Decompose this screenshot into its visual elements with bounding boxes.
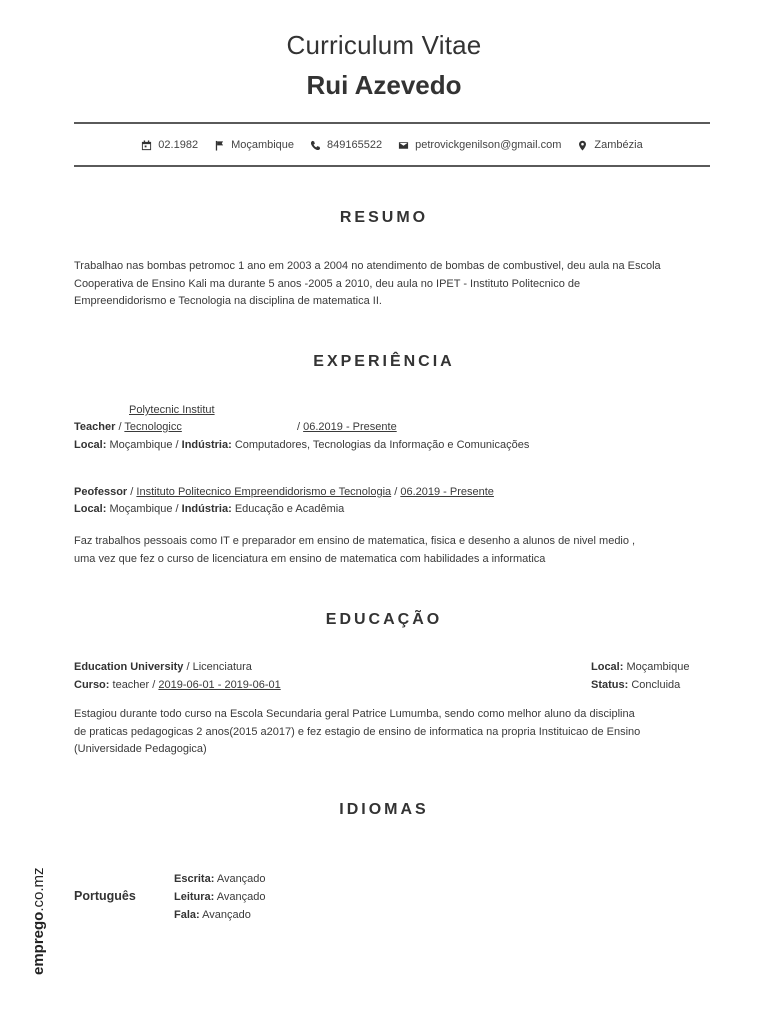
summary-line: Empreendidorismo e Tecnologia na disciplina de matematica II. — [74, 295, 382, 307]
calendar-icon — [141, 140, 152, 151]
education-course-line: Curso: teacher / 2019-06-01 - 2019-06-01 — [74, 679, 281, 691]
job2-industry: Educação e Acadêmia — [234, 503, 345, 515]
flag-icon — [214, 140, 225, 151]
header-bottom-divider — [74, 165, 710, 167]
education-status-line: Status: Concluida — [591, 679, 681, 691]
education-description-line: Estagiou durante todo curso na Escola Secundaria geral Patrice Lumumba, sendo como melhor aluno da disciplina — [74, 708, 635, 720]
email-address[interactable]: petrovickgenilson@gmail.com — [415, 139, 562, 151]
language-reading-line: Leitura: Avançado — [174, 891, 266, 903]
summary-text — [74, 258, 734, 311]
job1-company-link[interactable]: Tecnologicc — [124, 421, 182, 433]
country: Moçambique — [231, 139, 295, 151]
language-name: Português — [74, 889, 136, 903]
job1-role: Teacher — [74, 421, 116, 433]
job1-title-line: Teacher / Tecnologicc — [74, 421, 182, 433]
education-heading: EDUCAÇÃO — [325, 611, 443, 628]
country-item — [214, 139, 294, 151]
watermark-bold: emprego — [30, 911, 47, 975]
summary-line: Cooperativa de Ensino Kali ma durante 5 anos -2005 a 2010, deu aula no IPET - Instituto Politecnico de — [74, 277, 581, 290]
location-pin-icon — [577, 140, 588, 151]
education-status: Concluida — [631, 679, 681, 691]
phone-number: 849165522 — [327, 139, 383, 151]
header-top-divider — [74, 122, 710, 124]
watermark-domain: .co.mz — [30, 867, 47, 912]
emprego-watermark-logo — [30, 867, 47, 975]
job1-period-line: / 06.2019 - Presente — [297, 421, 397, 433]
education-description-line: de praticas pedagogicas 2 anos(2015 a2017) e fez estagio de ensino de informatica na propria Instituicao de Ensino — [74, 725, 641, 738]
job2-company-link[interactable]: Instituto Politecnico Empreendidorismo e Tecnologia — [136, 486, 392, 498]
language-writing-line: Escrita: Avançado — [174, 873, 266, 885]
languages-heading: IDIOMAS — [339, 801, 429, 818]
phone-icon — [310, 140, 321, 151]
location-item — [577, 139, 642, 151]
education-period-link[interactable]: 2019-06-01 - 2019-06-01 — [158, 679, 281, 691]
education-local: Moçambique — [626, 661, 690, 673]
job2-title-line: Peofessor / Instituto Politecnico Empreendidorismo e Tecnologia / 06.2019 - Presente — [74, 486, 494, 498]
language-writing-level: Avançado — [216, 873, 266, 885]
birth-date: 02.1982 — [158, 139, 199, 151]
education-description — [74, 706, 734, 759]
language-speaking-line: Fala: Avançado — [174, 909, 251, 921]
education-degree: Licenciatura — [192, 661, 252, 673]
contact-info-bar — [74, 136, 710, 154]
experience-heading: EXPERIÊNCIA — [313, 353, 455, 370]
email-item[interactable] — [398, 139, 561, 151]
language-speaking-level: Avançado — [202, 909, 251, 921]
location: Zambézia — [594, 139, 643, 151]
summary-line: Trabalhao nas bombas petromoc 1 ano em 2003 a 2004 no atendimento de bombas de combustivel, deu aula na Escola — [74, 260, 661, 272]
mail-icon — [398, 140, 409, 151]
job1-details-line: Local: Moçambique / Indústria: Computadores, Tecnologias da Informação e Comunicações — [74, 439, 530, 451]
job2-role: Peofessor — [74, 486, 128, 498]
language-reading-level: Avançado — [216, 891, 266, 903]
summary-heading: RESUMO — [339, 209, 429, 226]
phone-item — [310, 139, 382, 151]
education-description-line: (Universidade Pedagogica) — [74, 743, 207, 755]
job2-local: Moçambique — [109, 503, 173, 515]
education-school: Education University — [74, 661, 184, 673]
education-school-line: Education University / Licenciatura — [74, 661, 252, 673]
job1-industry: Computadores, Tecnologias da Informação e Comunicações — [234, 439, 530, 451]
job2-description — [74, 533, 734, 568]
job2-period-link[interactable]: 06.2019 - Presente — [400, 486, 494, 498]
job1-period-link[interactable]: 06.2019 - Presente — [303, 421, 397, 433]
job2-description-line: Faz trabalhos pessoais como IT e preparador em ensino de matematica, fisica e desenho a alunos de nivel medio , — [74, 535, 636, 547]
education-local-line: Local: Moçambique — [591, 661, 690, 673]
job1-company-extra-link[interactable]: Polytecnic Institut — [129, 404, 215, 416]
job1-local: Moçambique — [109, 439, 173, 451]
education-course: teacher — [112, 679, 150, 691]
job2-description-line: uma vez que fez o curso de licenciatura em ensino de matematica com habilidades a informatica — [74, 552, 546, 565]
candidate-name: Rui Azevedo — [306, 70, 462, 100]
job2-details-line: Local: Moçambique / Indústria: Educação e Acadêmia — [74, 503, 345, 515]
document-title: Curriculum Vitae — [286, 30, 482, 60]
birth-date-item — [141, 139, 198, 151]
